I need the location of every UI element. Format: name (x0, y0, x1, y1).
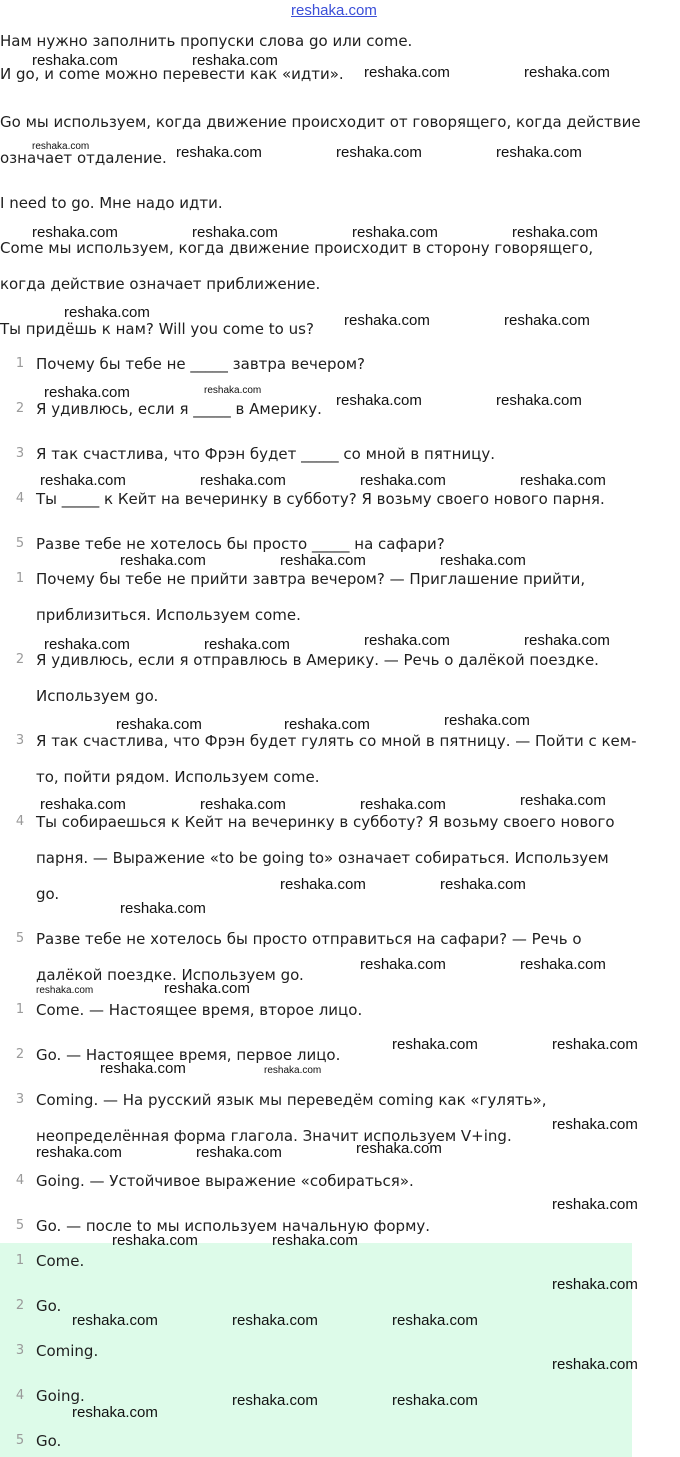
watermark: reshaka.com (280, 876, 366, 893)
watermark: reshaka.com (272, 1232, 358, 1249)
translation-line: парня. — Выражение «to be going to» означает собираться. Используем (36, 849, 609, 867)
intro-text: когда действие означает приближение. (0, 275, 321, 293)
list-number: 2 (15, 1047, 25, 1062)
list-number: 5 (15, 1433, 25, 1448)
translation-line: Разве тебе не хотелось бы просто отправиться на сафари? — Речь о (36, 930, 582, 948)
watermark: reshaka.com (552, 1196, 638, 1213)
watermark: reshaka.com (120, 552, 206, 569)
explanation-line: Come. — Настоящее время, второе лицо. (36, 1001, 363, 1019)
list-number: 2 (15, 652, 25, 667)
answer-item: Go. (36, 1432, 62, 1450)
explanation-line: Go. — Настоящее время, первое лицо. (36, 1046, 341, 1064)
watermark: reshaka.com (72, 1312, 158, 1329)
translation-line: Почему бы тебе не прийти завтра вечером? — Приглашение прийти, (36, 570, 586, 588)
task-sentence: Я удивлюсь, если я _____ в Америку. (36, 400, 322, 418)
watermark: reshaka.com (204, 385, 262, 396)
intro-text: Нам нужно заполнить пропуски слова go или come. (0, 32, 413, 50)
explanation-line: неопределённая форма глагола. Значит используем V+ing. (36, 1127, 512, 1145)
intro-text: И go, и come можно перевести как «идти». (0, 65, 344, 83)
watermark: reshaka.com (360, 956, 446, 973)
watermark: reshaka.com (32, 52, 118, 69)
answer-item: Come. (36, 1252, 85, 1270)
explanation-line: Coming. — На русский язык мы переведём coming как «гулять», (36, 1091, 547, 1109)
watermark: reshaka.com (200, 472, 286, 489)
watermark: reshaka.com (520, 472, 606, 489)
intro-text: означает отдаление. (0, 149, 167, 167)
watermark: reshaka.com (520, 792, 606, 809)
watermark: reshaka.com (200, 796, 286, 813)
watermark: reshaka.com (552, 1036, 638, 1053)
translation-line: Ты собираешься к Кейт на вечеринку в субботу? Я возьму своего нового (36, 813, 615, 831)
watermark: reshaka.com (196, 1144, 282, 1161)
watermark: reshaka.com (32, 141, 90, 152)
list-number: 1 (15, 356, 25, 371)
list-number: 4 (15, 1388, 25, 1403)
watermark: reshaka.com (100, 1060, 186, 1077)
watermark: reshaka.com (36, 1144, 122, 1161)
watermark: reshaka.com (392, 1036, 478, 1053)
list-number: 1 (15, 1253, 25, 1268)
task-sentence: Ты _____ к Кейт на вечеринку в субботу? Я возьму своего нового парня. (36, 490, 605, 508)
watermark: reshaka.com (176, 144, 262, 161)
translation-line: то, пойти рядом. Используем come. (36, 768, 320, 786)
answer-item: Coming. (36, 1342, 99, 1360)
explanation-line: Going. — Устойчивое выражение «собираться». (36, 1172, 414, 1190)
watermark: reshaka.com (164, 980, 250, 997)
translation-line: далёкой поездке. Используем go. (36, 966, 304, 984)
watermark: reshaka.com (440, 876, 526, 893)
translation-line: приблизиться. Используем come. (36, 606, 301, 624)
watermark: reshaka.com (356, 1140, 442, 1157)
watermark: reshaka.com (364, 632, 450, 649)
watermark: reshaka.com (552, 1356, 638, 1373)
watermark: reshaka.com (552, 1116, 638, 1133)
header-site-link[interactable]: reshaka.com (291, 2, 377, 19)
watermark: reshaka.com (192, 52, 278, 69)
watermark: reshaka.com (192, 224, 278, 241)
list-number: 4 (15, 491, 25, 506)
watermark: reshaka.com (336, 144, 422, 161)
intro-text: Come мы используем, когда движение происходит в сторону говорящего, (0, 239, 594, 257)
answer-item: Going. (36, 1387, 85, 1405)
translation-line: go. (36, 885, 60, 903)
watermark: reshaka.com (440, 552, 526, 569)
list-number: 3 (15, 1092, 25, 1107)
list-number: 2 (15, 1298, 25, 1313)
watermark: reshaka.com (360, 796, 446, 813)
watermark: reshaka.com (364, 64, 450, 81)
watermark: reshaka.com (496, 392, 582, 409)
explanation-line: Go. — после to мы используем начальную форму. (36, 1217, 431, 1235)
list-number: 1 (15, 1002, 25, 1017)
watermark: reshaka.com (552, 1276, 638, 1293)
list-number: 4 (15, 1173, 25, 1188)
list-number: 5 (15, 536, 25, 551)
translation-line: Я удивлюсь, если я отправлюсь в Америку. — Речь о далёкой поездке. (36, 651, 599, 669)
watermark: reshaka.com (36, 985, 94, 996)
translation-line: Используем go. (36, 687, 159, 705)
task-sentence: Разве тебе не хотелось бы просто _____ на сафари? (36, 535, 445, 553)
translation-line: Я так счастлива, что Фрэн будет гулять со мной в пятницу. — Пойти с кем- (36, 732, 637, 750)
watermark: reshaka.com (40, 796, 126, 813)
answer-item: Go. (36, 1297, 62, 1315)
watermark: reshaka.com (72, 1404, 158, 1421)
watermark: reshaka.com (360, 472, 446, 489)
watermark: reshaka.com (232, 1312, 318, 1329)
list-number: 1 (15, 571, 25, 586)
watermark: reshaka.com (204, 636, 290, 653)
watermark: reshaka.com (40, 472, 126, 489)
watermark: reshaka.com (392, 1392, 478, 1409)
watermark: reshaka.com (44, 384, 130, 401)
list-number: 3 (15, 1343, 25, 1358)
watermark: reshaka.com (496, 144, 582, 161)
watermark: reshaka.com (520, 956, 606, 973)
intro-text: I need to go. Мне надо идти. (0, 194, 223, 212)
watermark: reshaka.com (512, 224, 598, 241)
list-number: 3 (15, 446, 25, 461)
watermark: reshaka.com (32, 224, 118, 241)
watermark: reshaka.com (336, 392, 422, 409)
task-sentence: Я так счастлива, что Фрэн будет _____ со мной в пятницу. (36, 445, 496, 463)
watermark: reshaka.com (232, 1392, 318, 1409)
watermark: reshaka.com (524, 632, 610, 649)
watermark: reshaka.com (504, 312, 590, 329)
list-number: 5 (15, 931, 25, 946)
list-number: 4 (15, 814, 25, 829)
task-sentence: Почему бы тебе не _____ завтра вечером? (36, 355, 366, 373)
list-number: 2 (15, 401, 25, 416)
watermark: reshaka.com (116, 716, 202, 733)
watermark: reshaka.com (344, 312, 430, 329)
watermark: reshaka.com (112, 1232, 198, 1249)
watermark: reshaka.com (280, 552, 366, 569)
intro-text: Go мы используем, когда движение происходит от говорящего, когда действие (0, 113, 641, 131)
list-number: 5 (15, 1218, 25, 1233)
list-number: 3 (15, 733, 25, 748)
watermark: reshaka.com (264, 1065, 322, 1076)
watermark: reshaka.com (444, 712, 530, 729)
watermark: reshaka.com (120, 900, 206, 917)
watermark: reshaka.com (352, 224, 438, 241)
watermark: reshaka.com (44, 636, 130, 653)
watermark: reshaka.com (524, 64, 610, 81)
watermark: reshaka.com (64, 304, 150, 321)
watermark: reshaka.com (284, 716, 370, 733)
watermark: reshaka.com (392, 1312, 478, 1329)
intro-text: Ты придёшь к нам? Will you come to us? (0, 320, 314, 338)
